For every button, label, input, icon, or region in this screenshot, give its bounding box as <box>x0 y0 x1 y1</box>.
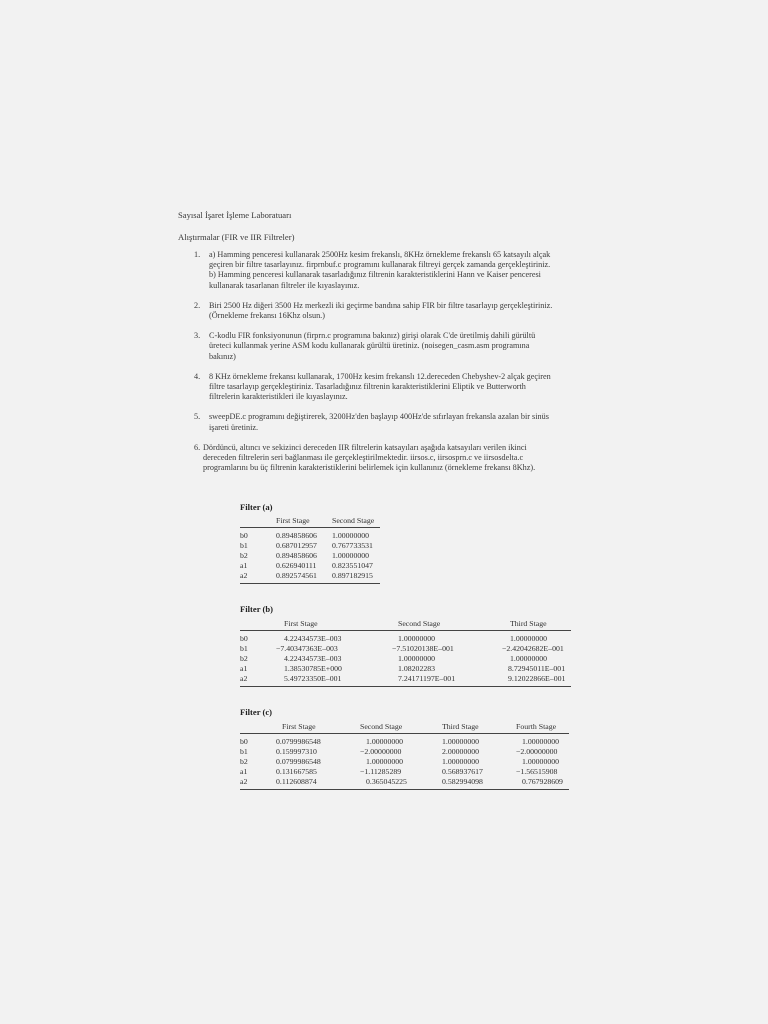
table-cell: 0.159997310 <box>276 747 317 756</box>
table-cell: 0.0799986548 <box>276 737 321 746</box>
exercise-line: filtrelerin karakteristikleri ile kıyaslayınız. <box>209 392 348 402</box>
table-cell: −2.00000000 <box>360 747 402 756</box>
table-cell: 0.894858606 <box>276 531 317 540</box>
table-cell: 1.00000000 <box>510 634 548 643</box>
table-cell: 1.00000000 <box>366 737 404 746</box>
filter-b-title: Filter (b) <box>240 604 274 614</box>
table-header <box>240 618 276 631</box>
table-cell: −7.51020138E–001 <box>392 644 454 653</box>
table-row <box>240 664 571 674</box>
table-cell: 1.00000000 <box>366 757 404 766</box>
table-cell: 0.767733531 <box>332 541 373 550</box>
table-row <box>240 654 571 664</box>
exercise-number: 5. <box>194 412 201 422</box>
table-cell: a1 <box>240 664 248 673</box>
table-cell: −2.42042682E–001 <box>502 644 564 653</box>
table-cell: 2.00000000 <box>442 747 480 756</box>
table-cell: b1 <box>240 644 248 653</box>
exercise-line: işareti üretiniz. <box>209 422 259 432</box>
exercise-line: dereceden filtrelerin seri bağlanması ile gerçekleştirilmektedir. iirsos.c, iirsosprn.c ve iirsosdelta.c <box>203 453 524 463</box>
table-cell: 0.897182915 <box>332 571 380 584</box>
table-cell: 1.00000000 <box>510 654 548 663</box>
table-cell: 1.00000000 <box>442 757 480 766</box>
table-row <box>240 734 569 748</box>
table-header: Second Stage <box>352 721 436 734</box>
table-header: Third Stage <box>436 721 510 734</box>
exercise-list <box>178 250 592 483</box>
table-cell: 0.131667585 <box>276 767 317 776</box>
table-header <box>240 721 276 734</box>
document-header: Sayısal İşaret İşleme Laboratuarı <box>178 210 292 220</box>
table-cell: a1 <box>240 767 248 776</box>
table-row <box>240 777 569 790</box>
exercise-number: 1. <box>194 250 201 259</box>
table-cell: 1.00000000 <box>522 757 560 766</box>
table-header-row <box>240 721 569 734</box>
table-cell: −1.11285289 <box>360 767 402 776</box>
table-cell: 1.00000000 <box>522 737 560 746</box>
table-row <box>240 528 380 542</box>
table-header: Third Stage <box>494 618 571 631</box>
table-cell: 0.582994098 <box>436 777 510 790</box>
exercise-line: üreteci kullanmak yerine ASM kodu kullanarak gürültü üretiniz. (noisegen_casm.asm programına <box>209 341 530 351</box>
exercise-line: kullanarak tasarlanan filtreler ile kıyaslayınız. <box>209 280 360 290</box>
filter-c-table <box>240 721 569 790</box>
table-cell: −2.00000000 <box>516 747 558 756</box>
table-header: Second Stage <box>332 515 380 528</box>
table-cell: 0.892574561 <box>276 571 332 584</box>
exercise-line: a) Hamming penceresi kullanarak 2500Hz kesim frekanslı, 8KHz örnekleme frekanslı 65 katsayılı alçak <box>209 250 551 259</box>
table-cell: 0.568937617 <box>442 767 483 776</box>
filter-c-title: Filter (c) <box>240 707 273 717</box>
table-header: Second Stage <box>384 618 494 631</box>
table-cell: 5.49723350E–001 <box>276 674 384 687</box>
table-row <box>240 757 569 767</box>
table-row <box>240 541 380 551</box>
table-cell: 0.823551047 <box>332 561 373 570</box>
exercise-item <box>178 443 592 474</box>
table-cell: 1.00000000 <box>398 654 436 663</box>
exercise-number: 2. <box>194 300 201 310</box>
table-row <box>240 767 569 777</box>
exercise-line: bakınız) <box>209 351 236 361</box>
exercise-item <box>178 372 592 403</box>
exercise-item <box>178 331 592 362</box>
table-cell: 9.12022866E–001 <box>494 674 571 687</box>
table-cell: a2 <box>240 777 276 790</box>
table-cell: 0.112608874 <box>276 777 352 790</box>
table-cell: a1 <box>240 561 248 570</box>
table-header: First Stage <box>276 515 332 528</box>
exercise-item <box>178 301 592 321</box>
table-cell: 1.38530785E+000 <box>284 664 342 673</box>
exercise-line: sweepDE.c programını değiştirerek, 3200Hz'den başlayıp 400Hz'de sıfırlayan frekansla azalan bir sinüs <box>209 412 549 422</box>
table-cell: 8.72945011E–001 <box>508 664 566 673</box>
table-cell: b2 <box>240 551 248 560</box>
table-cell: 0.365045225 <box>352 777 436 790</box>
table-cell: −1.56515908 <box>516 767 558 776</box>
exercise-line: Dördüncü, altıncı ve sekizinci dereceden IIR filtrelerin katsayıları aşağıda katsayıları verilen ikinci <box>203 442 527 452</box>
table-cell: a2 <box>240 674 276 687</box>
table-header: First Stage <box>276 721 352 734</box>
exercise-number: 3. <box>194 331 201 341</box>
table-row <box>240 747 569 757</box>
table-cell: 0.767928609 <box>510 777 569 790</box>
exercise-line: 8 KHz örnekleme frekansı kullanarak, 1700Hz kesim frekanslı 12.dereceden Chebyshev-2 alçak geçiren <box>209 371 551 381</box>
filter-a-table <box>240 515 380 584</box>
table-cell: b0 <box>240 737 248 746</box>
exercise-number: 6. <box>194 442 201 452</box>
exercise-line: Biri 2500 Hz diğeri 3500 Hz merkezli iki geçirme bandına sahip FIR bir filtre tasarlayıp gerçekleştiriniz. <box>209 300 553 310</box>
table-row <box>240 674 571 687</box>
table-cell: −7.40347363E–003 <box>276 644 338 653</box>
table-cell: 4.22434573E–003 <box>284 634 342 643</box>
table-cell: 4.22434573E–003 <box>284 654 342 663</box>
table-cell: b2 <box>240 757 248 766</box>
table-cell: 0.0799986548 <box>276 757 321 766</box>
table-row <box>240 551 380 561</box>
exercise-line: C-kodlu FIR fonksiyonunun (firprn.c programına bakınız) girişi olarak C'de üretilmiş dahili gürültü <box>209 331 536 341</box>
table-cell: 1.00000000 <box>332 531 370 540</box>
table-cell: 7.24171197E–001 <box>384 674 494 687</box>
table-header-row <box>240 618 571 631</box>
filter-b-table <box>240 618 571 687</box>
exercise-line: (Örnekleme frekansı 16Khz olsun.) <box>209 311 325 321</box>
table-header <box>240 515 276 528</box>
table-cell: 1.08202283 <box>398 664 436 673</box>
table-cell: a2 <box>240 571 276 584</box>
table-header: Fourth Stage <box>510 721 569 734</box>
exercise-line: geçiren bir filtre tasarlayınız. firprnbuf.c programını kullanarak filtreyi gerçek zamanda gerçekleştiriniz. <box>209 260 551 270</box>
table-cell: 1.00000000 <box>398 634 436 643</box>
table-cell: b1 <box>240 747 248 756</box>
exercise-item <box>178 412 592 432</box>
table-cell: b0 <box>240 531 248 540</box>
table-cell: b0 <box>240 634 248 643</box>
exercise-line: b) Hamming penceresi kullanarak tasarladığınız filtrenin karakteristiklerini Hann ve Kaiser penceresi <box>209 270 541 280</box>
document-subtitle: Alıştırmalar (FIR ve IIR Filtreler) <box>178 232 295 242</box>
exercise-line: programlarını bu üç filtrenin karakteristiklerini belirlemek için kullanınız (örnekleme frekansı 8Khz). <box>203 463 536 473</box>
filter-a-title: Filter (a) <box>240 502 273 512</box>
table-row <box>240 644 571 654</box>
table-cell: 0.687012957 <box>276 541 317 550</box>
table-cell: 1.00000000 <box>332 551 370 560</box>
exercise-number: 4. <box>194 371 201 381</box>
table-cell: 0.894858606 <box>276 551 317 560</box>
table-row <box>240 561 380 571</box>
exercise-line: filtre tasarlayıp gerçekleştiriniz. Tasarladığınız filtrenin karakteristiklerini Eliptik ve Butterworth <box>209 382 526 392</box>
table-cell: b2 <box>240 654 248 663</box>
table-header-row <box>240 515 380 528</box>
table-row <box>240 571 380 584</box>
table-cell: 1.00000000 <box>442 737 480 746</box>
table-row <box>240 631 571 645</box>
table-cell: b1 <box>240 541 248 550</box>
table-cell: 0.626940111 <box>276 561 317 570</box>
table-header: First Stage <box>276 618 384 631</box>
exercise-item <box>178 250 592 291</box>
